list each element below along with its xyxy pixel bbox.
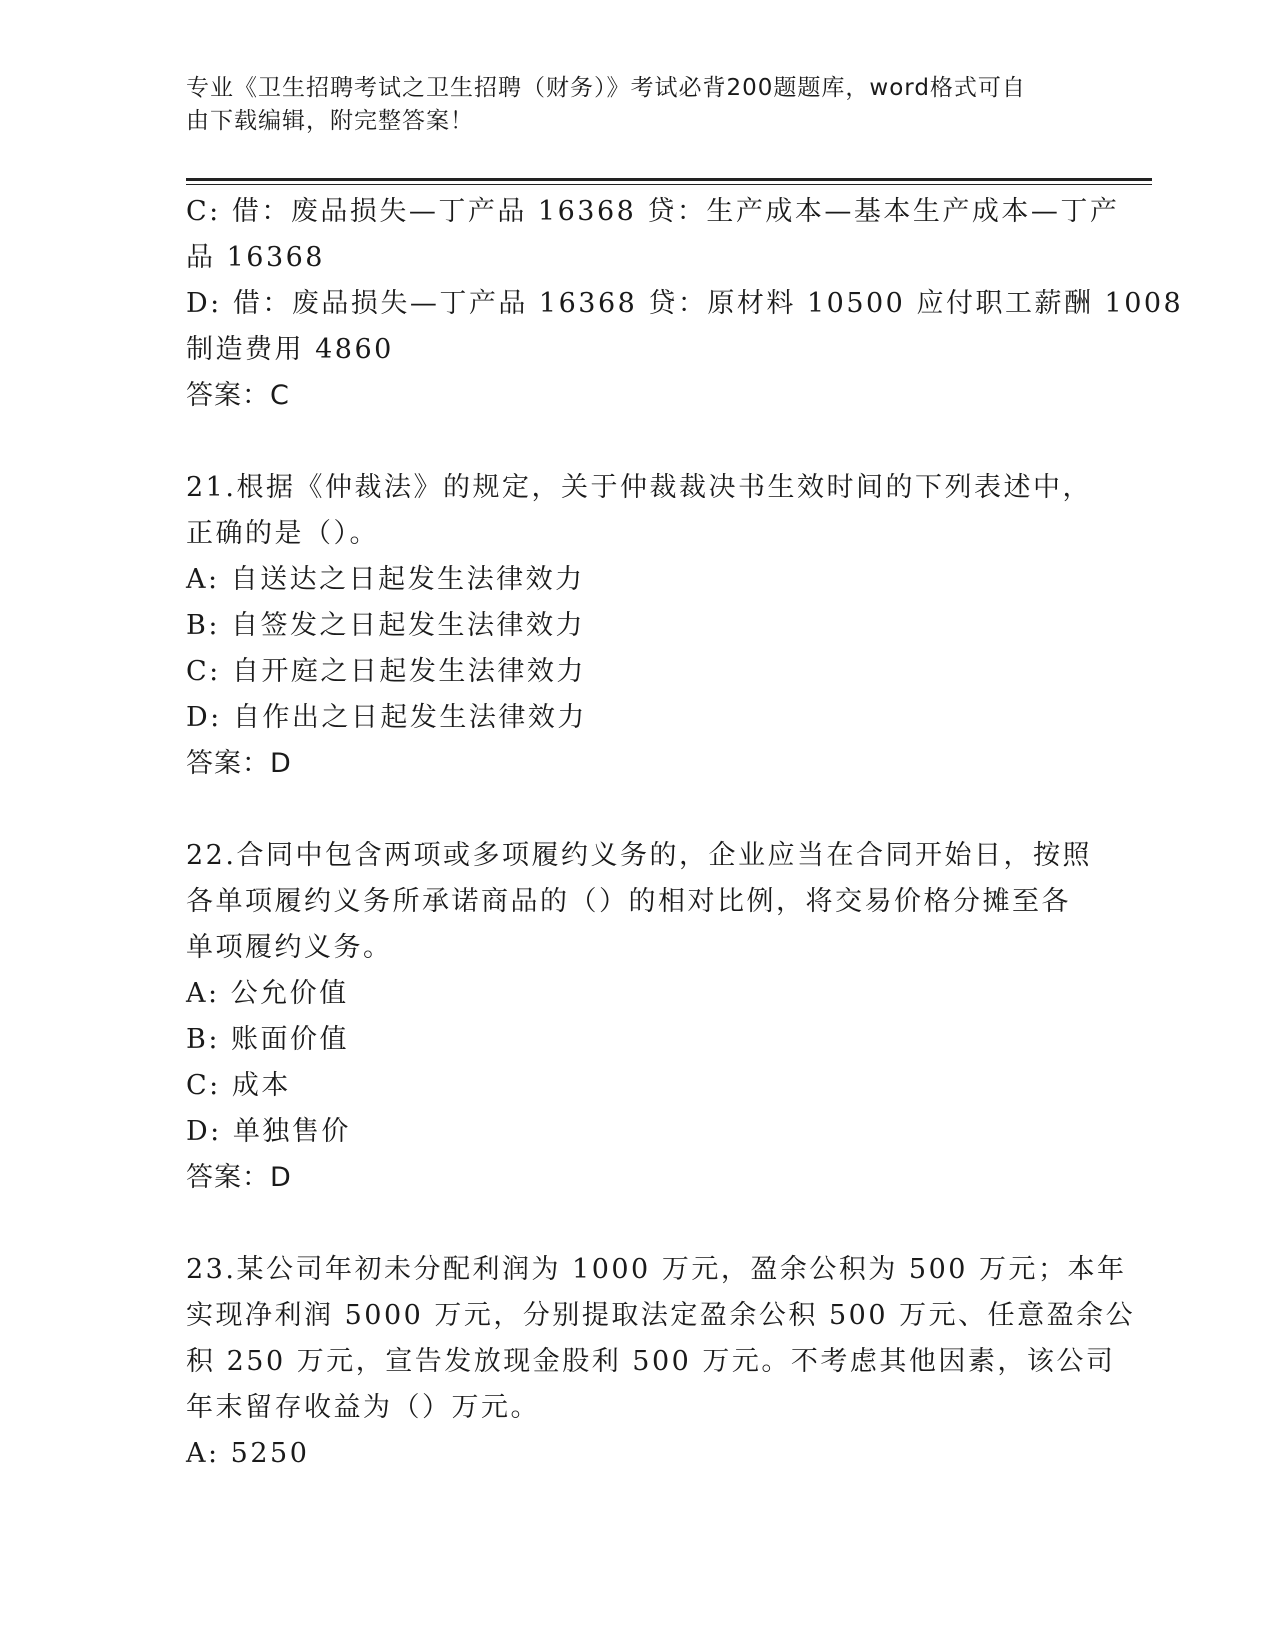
question-stem-line-3: 积 250 万元，宣告发放现金股利 500 万元。不考虑其他因素，该公司 [186, 1346, 1116, 1377]
option-a: A: 自送达之日起发生法律效力 [186, 564, 585, 595]
option-b: B: 自签发之日起发生法律效力 [186, 610, 586, 641]
spacer [186, 787, 1086, 833]
question-stem-line-2: 各单项履约义务所承诺商品的（）的相对比例，将交易价格分摊至各 [186, 886, 1071, 917]
question-21 [186, 465, 1092, 787]
question-stem-line-2: 实现净利润 5000 万元，分别提取法定盈余公积 500 万元、任意盈余公 [186, 1300, 1136, 1331]
option-d-line-2: 制造费用 4860 [186, 334, 394, 365]
document-header [186, 72, 1066, 138]
question-stem-line-1: 21.根据《仲裁法》的规定，关于仲裁裁决书生效时间的下列表述中， [186, 472, 1092, 503]
option-d-line-1: D: 借：废品损失—丁产品 16368 贷：原材料 10500 应付职工薪酬 1008 [186, 288, 1184, 319]
option-c-line-2: 品 16368 [186, 242, 325, 273]
option-a: A: 公允价值 [186, 978, 349, 1009]
option-a: A: 5250 [186, 1438, 310, 1469]
header-line-2: 由下载编辑，附完整答案！ [186, 108, 474, 134]
option-b: B: 账面价值 [186, 1024, 350, 1055]
question-22 [186, 833, 1092, 1201]
option-d: D: 单独售价 [186, 1116, 351, 1147]
question-stem-line-3: 单项履约义务。 [186, 932, 393, 963]
question-23 [186, 1247, 1136, 1477]
answer-label: 答案：C [186, 380, 290, 411]
answer-label: 答案：D [186, 1162, 292, 1193]
question-stem-line-2: 正确的是（）。 [186, 518, 379, 549]
question-stem-line-1: 22.合同中包含两项或多项履约义务的，企业应当在合同开始日，按照 [186, 840, 1092, 871]
spacer [186, 1201, 1086, 1247]
question-stem-line-1: 23.某公司年初未分配利润为 1000 万元，盈余公积为 500 万元；本年 [186, 1254, 1127, 1285]
document-body [186, 189, 1184, 1477]
option-d: D: 自作出之日起发生法律效力 [186, 702, 587, 733]
header-line-1: 专业《卫生招聘考试之卫生招聘（财务）》考试必背200题题库，word格式可自 [186, 75, 1026, 101]
question-stem-line-4: 年末留存收益为（）万元。 [186, 1392, 540, 1423]
option-c: C: 成本 [186, 1070, 291, 1101]
answer-label: 答案：D [186, 748, 292, 779]
spacer [186, 419, 1086, 465]
header-divider-thick [186, 178, 1152, 181]
option-c-line-1: C: 借：废品损失—丁产品 16368 贷：生产成本—基本生产成本—丁产 [186, 196, 1120, 227]
option-c: C: 自开庭之日起发生法律效力 [186, 656, 586, 687]
header-divider-thin [186, 184, 1152, 185]
question-20-continued [186, 189, 1184, 419]
